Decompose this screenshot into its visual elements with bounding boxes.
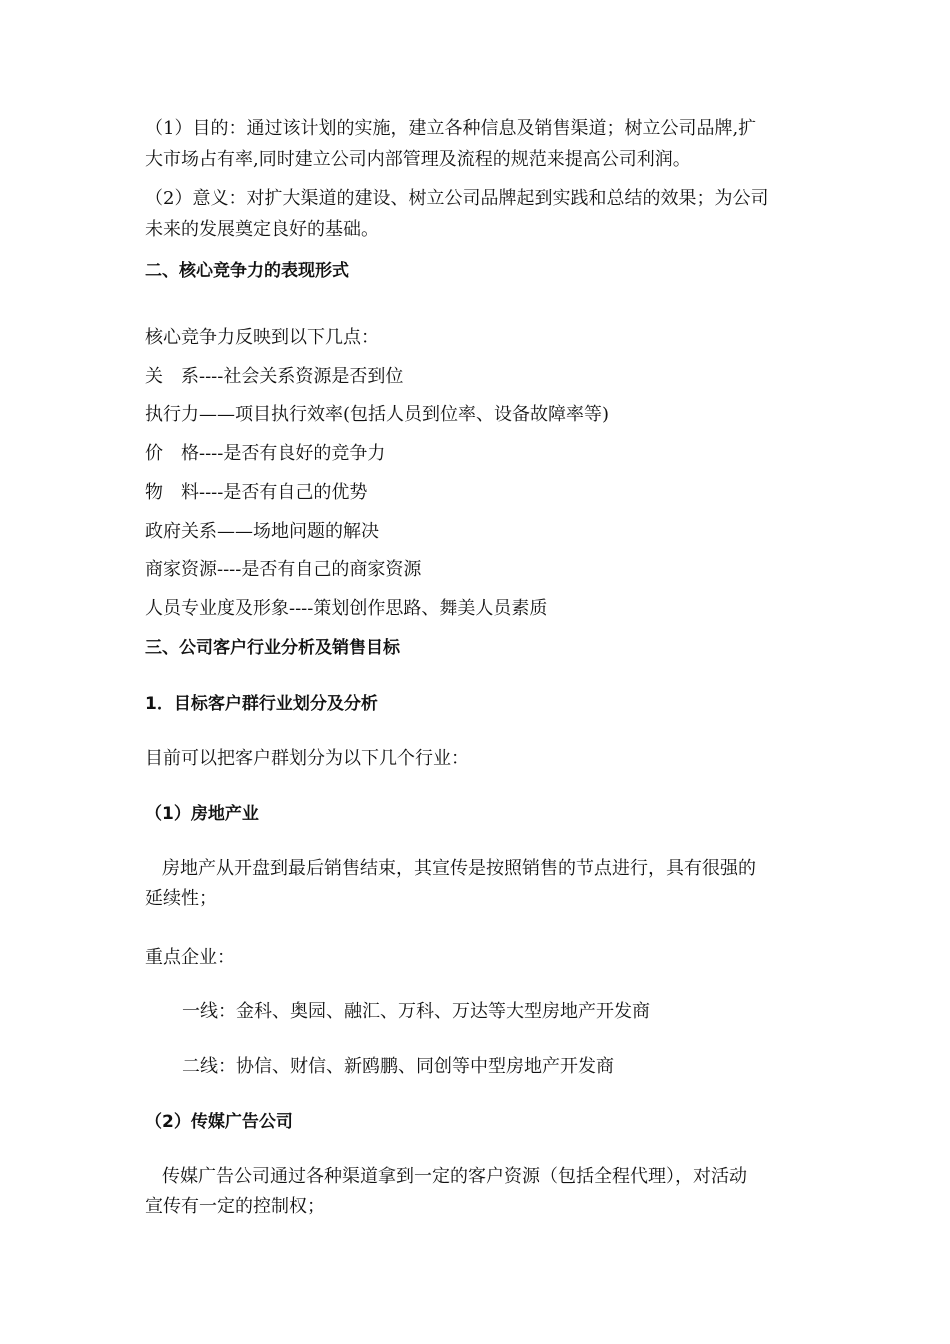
- significance-line-1: （2）意义：对扩大渠道的建设、树立公司品牌起到实践和总结的效果；为公司: [145, 188, 769, 209]
- competence-item: 关 系----社会关系资源是否到位: [145, 366, 404, 387]
- section-2-heading: 二、核心竞争力的表现形式: [145, 261, 349, 281]
- section-3-intro: 目前可以把客户群划分为以下几个行业：: [145, 748, 469, 769]
- section-2-intro: 核心竞争力反映到以下几点：: [145, 327, 379, 348]
- realestate-desc-line-2: 延续性；: [145, 888, 217, 909]
- key-companies-label: 重点企业：: [145, 947, 235, 968]
- competence-item: 人员专业度及形象----策划创作思路、舞美人员素质: [145, 598, 548, 619]
- competence-item: 商家资源----是否有自己的商家资源: [145, 559, 422, 580]
- competence-item: 政府关系——场地问题的解决: [145, 521, 379, 542]
- realestate-heading: （1）房地产业: [145, 804, 259, 824]
- subsection-1-heading: 1．目标客户群行业划分及分析: [145, 694, 378, 714]
- competence-item: 执行力——项目执行效率(包括人员到位率、设备故障率等): [145, 404, 610, 425]
- competence-item: 物 料----是否有自己的优势: [145, 482, 368, 503]
- media-desc-line-1: 传媒广告公司通过各种渠道拿到一定的客户资源（包括全程代理），对活动: [162, 1166, 747, 1187]
- tier-2-developers: 二线：协信、财信、新鸥鹏、同创等中型房地产开发商: [182, 1056, 614, 1077]
- media-desc-line-2: 宣传有一定的控制权；: [145, 1196, 325, 1217]
- significance-line-2: 未来的发展奠定良好的基础。: [145, 219, 379, 240]
- tier-1-developers: 一线：金科、奥园、融汇、万科、万达等大型房地产开发商: [182, 1001, 650, 1022]
- section-3-heading: 三、公司客户行业分析及销售目标: [145, 638, 400, 658]
- media-heading: （2）传媒广告公司: [145, 1112, 293, 1132]
- realestate-desc-line-1: 房地产从开盘到最后销售结束，其宣传是按照销售的节点进行，具有很强的: [162, 858, 756, 879]
- competence-item: 价 格----是否有良好的竞争力: [145, 443, 386, 464]
- purpose-line-1: （1）目的：通过该计划的实施，建立各种信息及销售渠道；树立公司品牌,扩: [145, 118, 757, 139]
- purpose-line-2: 大市场占有率,同时建立公司内部管理及流程的规范来提高公司利润。: [145, 149, 691, 170]
